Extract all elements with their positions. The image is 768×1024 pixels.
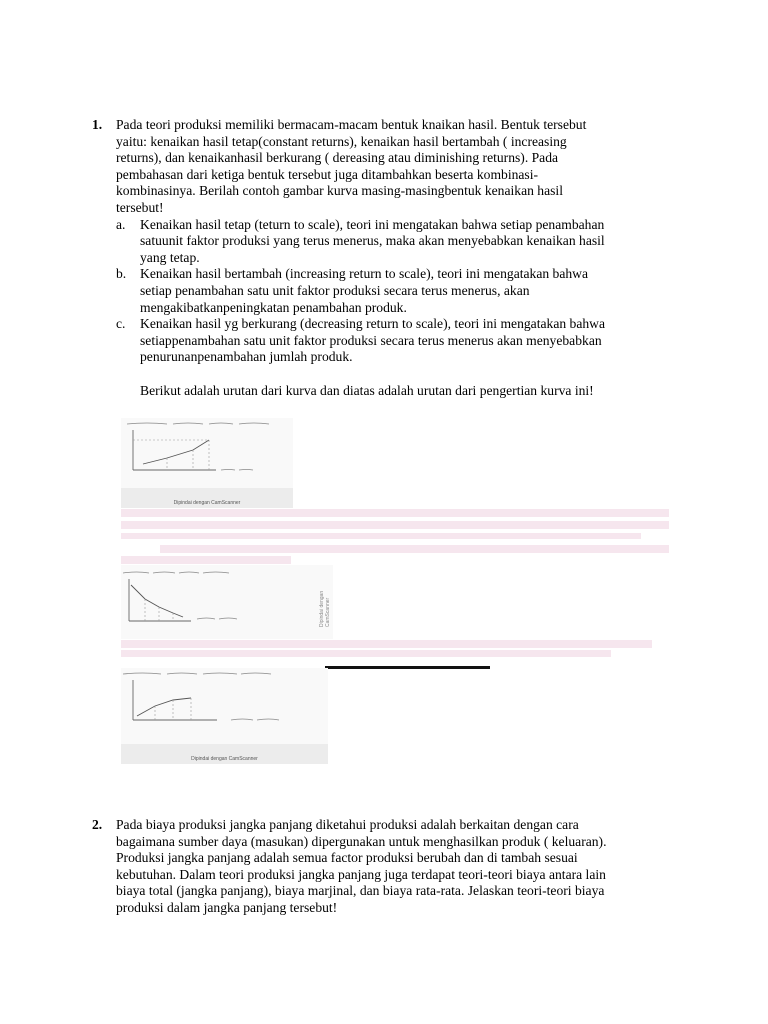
question-2-number: 2. (92, 817, 103, 832)
text-line: setiap penambahan satu unit faktor produksi secara terus menerus, akan (140, 282, 530, 298)
text-line: kombinasinya. Berilah contoh gambar kurva masing-masingbentuk kenaikan hasil (116, 183, 563, 199)
list-item-letter: b. (116, 266, 127, 282)
closing-sentence: Berikut adalah urutan dari kurva dan diatas adalah urutan dari pengertian kurva ini! (140, 383, 594, 398)
text-line: tersebut! (116, 199, 164, 215)
scanned-graph-constant (121, 418, 293, 508)
text-line: Pada teori produksi memiliki bermacam-macam bentuk knaikan hasil. Bentuk tersebut (116, 117, 587, 132)
scan-caption: Dipindai dengan CamScanner (173, 500, 241, 506)
text-line: Kenaikan hasil yg berkurang (decreasing return to scale), teori ini mengatakan bahwa (140, 316, 606, 332)
redacted-text-bar (121, 650, 611, 657)
text-line: Kenaikan hasil bertambah (increasing return to scale), teori ini mengatakan bahwa (140, 266, 589, 282)
hand-drawn-graph (121, 565, 333, 639)
text-line: biaya total (jangka panjang), biaya marjinal, dan biaya rata-rata. Jelaskan teori-teori biaya (116, 883, 605, 899)
text-line: Pada biaya produksi jangka panjang diketahui produksi adalah berkaitan dengan cara (116, 817, 579, 832)
redacted-text-bar (160, 545, 669, 553)
text-line: returns), dan kenaikanhasil berkurang ( dereasing atau diminishing returns). Pada (116, 150, 559, 166)
question-1-paragraph (116, 117, 682, 217)
scanned-graph-decreasing (121, 668, 328, 764)
text-line: bagaimana sumber daya (masukan) dipergunakan untuk menghasilkan produk ( keluaran). (116, 833, 607, 849)
horizontal-rule (325, 666, 490, 669)
redacted-text-bar (121, 521, 669, 529)
list-item-letter: c. (116, 316, 126, 332)
text-line: Kenaikan hasil tetap (teturn to scale), teori ini mengatakan bahwa setiap penambahan (140, 216, 605, 232)
redacted-text-bar (121, 533, 641, 539)
scan-caption: Dipindai dengan CamScanner (191, 756, 258, 762)
question-1-number: 1. (92, 117, 103, 132)
text-line: yang tetap. (140, 249, 200, 265)
question-2-body (116, 817, 682, 917)
redacted-text-bar (121, 509, 669, 517)
text-line: Produksi jangka panjang adalah semua factor produksi berubah dan di tambah sesuai (116, 850, 578, 866)
text-line: setiappenambahan satu unit faktor produksi secara terus menerus akan menyebabkan (140, 332, 602, 348)
scanned-graph-increasing (121, 565, 333, 639)
answer-list (116, 217, 682, 366)
redacted-text-bar (121, 640, 652, 648)
question-1 (92, 117, 682, 366)
redacted-text-bar (121, 556, 291, 564)
list-item (116, 266, 682, 316)
question-2 (92, 817, 682, 917)
list-item (116, 217, 682, 267)
text-line: produksi dalam jangka panjang tersebut! (116, 899, 338, 915)
text-line: yaitu: kenaikan hasil tetap(constant returns), kenaikan hasil bertambah ( increasing (116, 133, 567, 149)
scan-side-label: Dipindai dengan CamScanner (319, 590, 331, 627)
text-line: satuunit faktor produksi yang terus menerus, maka akan menyebabkan kenaikan hasil (140, 233, 605, 249)
text-line: mengakibatkanpeningkatan penambahan produk. (140, 299, 407, 315)
list-item-letter: a. (116, 216, 126, 232)
text-line: penurunanpenambahan jumlah produk. (140, 349, 353, 365)
list-item (116, 316, 682, 366)
text-line: pembahasan dari ketiga bentuk tersebut juga ditambahkan beserta kombinasi- (116, 166, 539, 182)
question-1-body (116, 117, 682, 366)
text-line: kebutuhan. Dalam teori produksi jangka panjang juga terdapat teori-teori biaya antara lain (116, 866, 606, 882)
